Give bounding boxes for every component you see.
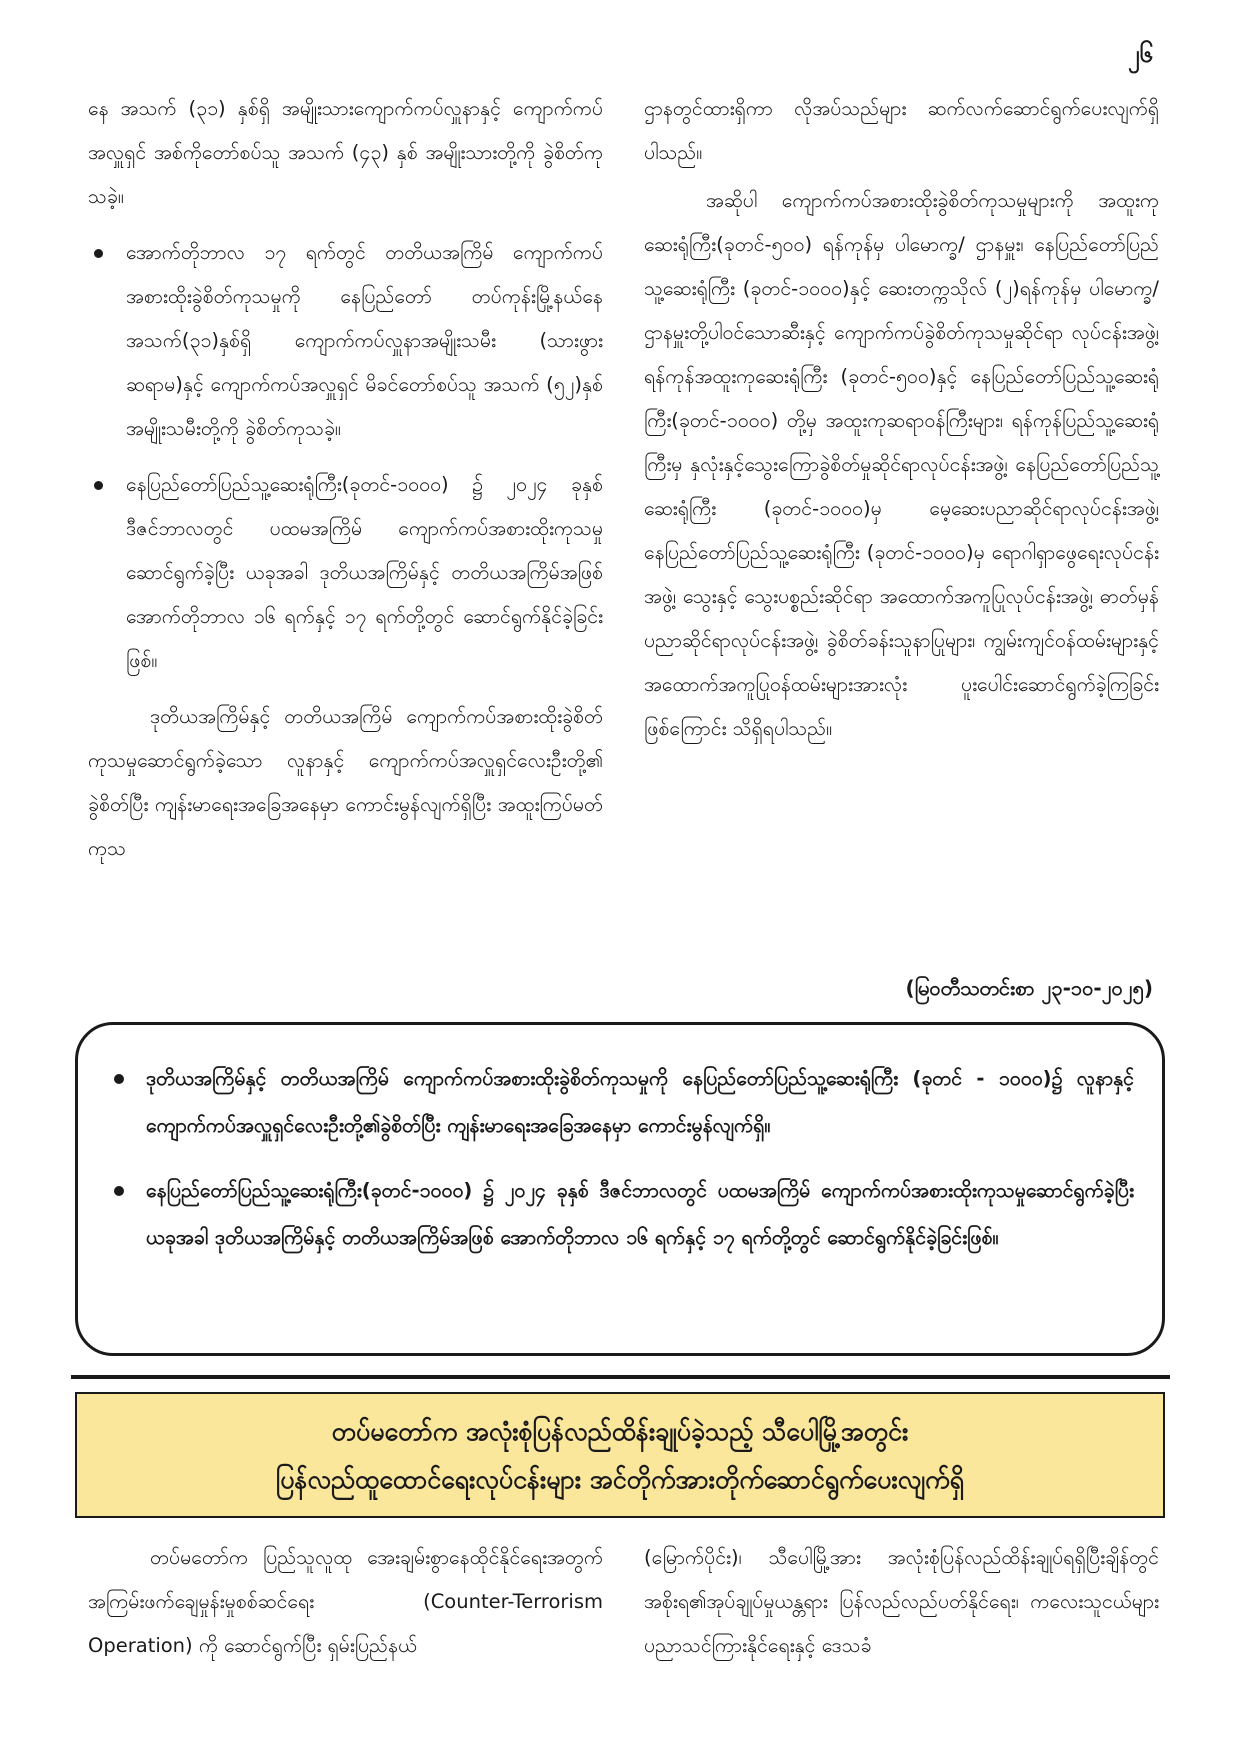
- highlights-box: [75, 1022, 1165, 1356]
- bullet-text: အောက်တိုဘာလ ၁၇ ရက်တွင် တတိယအကြိမ် ကျောက်ကပ်အစားထိုးခွဲစိတ်ကုသမှုကို နေပြည်တော် တပ်ကုန်းမြို့နယ်နေ အသက်(၃၁)နှစ်ရှိ ကျောက်ကပ်လှူနာအမျိုးသမီး (သားဖွားဆရာမ)နှင့် ကျောက်ကပ်အလှူရှင် မိခင်တော်စပ်သူ အသက် (၅၂)နှစ် အမျိုးသမီးတို့ကို ခွဲစိတ်ကုသခဲ့။: [126, 241, 603, 440]
- bullet-text: နေပြည်တော်ပြည်သူ့ဆေးရုံကြီး(ခုတင်-၁၀၀၀) ၌ ၂၀၂၄ ခုနှစ် ဒီဇင်ဘာလတွင် ပထမအကြိမ် ကျောက်ကပ်အစားထိုးကုသမှုဆောင်ရွက်ခဲ့ပြီး ယခုအခါ ဒုတိယအကြိမ်နှင့် တတိယအကြိမ်အဖြစ် အောက်တိုဘာလ ၁၆ ရက်နှင့် ၁၇ ရက်တို့တွင် ဆောင်ရွက်နိုင်ခဲ့ခြင်းဖြစ်။: [126, 473, 603, 672]
- left-column: [88, 87, 603, 871]
- bullet-icon: [94, 481, 103, 490]
- bottom-left-paragraph: တပ်မတော်က ပြည်သူလူထု အေးချမ်းစွာနေထိုင်နိုင်ရေးအတွက် အကြမ်းဖက်ချေမှုန်းမှုစစ်ဆင်ရေး (Counter-Terrorism Operation) ကို ဆောင်ရွက်ပြီး ရှမ်းပြည်နယ်: [88, 1546, 603, 1657]
- highlight-item: [106, 1055, 1134, 1149]
- left-paragraph-1: နေ အသက် (၃၁) နှစ်ရှိ အမျိုးသားကျောက်ကပ်လှူနာနှင့် ကျောက်ကပ်အလှူရှင် အစ်ကိုတော်စပ်သူ အသက် (၄၃) နှစ် အမျိုးသားတို့ကို ခွဲစိတ်ကုသခဲ့။: [88, 97, 603, 208]
- list-item: [88, 231, 603, 451]
- article-headline: [75, 1392, 1165, 1518]
- bottom-right-column: [644, 1536, 1159, 1668]
- headline-line-2: ပြန်လည်ထူထောင်ရေးလုပ်ငန်းများ အင်တိုက်အားတိုက်ဆောင်ရွက်ပေးလျက်ရှိ: [276, 1465, 964, 1494]
- bottom-left-column: [88, 1536, 603, 1668]
- source-citation: (မြဝတီသတင်းစာ ၂၃-၁၀-၂၀၂၅): [905, 976, 1153, 1000]
- right-column: [644, 87, 1159, 751]
- headline-line-1: တပ်မတော်က အလုံးစုံပြန်လည်ထိန်းချုပ်ခဲ့သည့် သီပေါမြို့အတွင်း: [331, 1417, 909, 1446]
- highlight-text: နေပြည်တော်ပြည်သူ့ဆေးရုံကြီး(ခုတင်-၁၀၀၀) ၌ ၂၀၂၄ ခုနှစ် ဒီဇင်ဘာလတွင် ပထမအကြိမ် ကျောက်ကပ်အစားထိုးကုသမှုဆောင်ရွက်ခဲ့ပြီး ယခုအခါ ဒုတိယအကြိမ်နှင့် တတိယအကြိမ်အဖြစ် အောက်တိုဘာလ ၁၆ ရက်နှင့် ၁၇ ရက်တို့တွင် ဆောင်ရွက်နိုင်ခဲ့ခြင်းဖြစ်။: [146, 1179, 1134, 1249]
- right-paragraph-1: ဌာနတွင်ထားရှိကာ လိုအပ်သည်များ ဆက်လက်ဆောင်ရွက်ပေးလျက်ရှိပါသည်။: [644, 97, 1159, 164]
- bullet-icon: [94, 249, 103, 258]
- highlight-text: ဒုတိယအကြိမ်နှင့် တတိယအကြိမ် ကျောက်ကပ်အစားထိုးခွဲစိတ်ကုသမှုကို နေပြည်တော်ပြည်သူ့ဆေးရုံကြီး (ခုတင် - ၁၀၀၀)၌ လူနာနှင့် ကျောက်ကပ်အလှူရှင်လေးဦးတို့၏ခွဲစိတ်ပြီး ကျန်းမာရေးအခြေအနေမှာ ကောင်းမွန်လျက်ရှိ။: [146, 1067, 1134, 1137]
- bullet-icon: [114, 1186, 124, 1196]
- highlight-item: [106, 1167, 1134, 1261]
- page-number: ၂၆: [1127, 40, 1153, 68]
- section-divider: [71, 1375, 1170, 1379]
- left-bullet-list: [88, 231, 603, 683]
- right-paragraph-2: အဆိုပါ ကျောက်ကပ်အစားထိုးခွဲစိတ်ကုသမှုများကို အထူးကုဆေးရုံကြီး(ခုတင်-၅၀၀) ရန်ကုန်မှ ပါမောက္ခ/ ဌာနမှူး၊ နေပြည်တော်ပြည်သူ့ဆေးရုံကြီး (ခုတင်-၁၀၀၀)နှင့် ဆေးတက္ကသိုလ် (၂)ရန်ကုန်မှ ပါမောက္ခ/ဌာနမှူးတို့ပါဝင်သောဆီးနှင့် ကျောက်ကပ်ခွဲစိတ်ကုသမှုဆိုင်ရာ လုပ်ငန်းအဖွဲ့၊ ရန်ကုန်အထူးကုဆေးရုံကြီး (ခုတင်-၅၀၀)နှင့် နေပြည်တော်ပြည်သူ့ဆေးရုံကြီး(ခုတင်-၁၀၀၀) တို့မှ အထူးကုဆရာဝန်ကြီးများ၊ ရန်ကုန်ပြည်သူ့ဆေးရုံကြီးမှ နှလုံးနှင့်သွေးကြောခွဲစိတ်မှုဆိုင်ရာလုပ်ငန်းအဖွဲ့၊ နေပြည်တော်ပြည်သူ့ဆေးရုံကြီး (ခုတင်-၁၀၀၀)မှ မေ့ဆေးပညာဆိုင်ရာလုပ်ငန်းအဖွဲ့၊ နေပြည်တော်ပြည်သူ့ဆေးရုံကြီး (ခုတင်-၁၀၀၀)မှ ရောဂါရှာဖွေရေးလုပ်ငန်းအဖွဲ့၊ သွေးနှင့် သွေးပစ္စည်းဆိုင်ရာ အထောက်အကူပြုလုပ်ငန်းအဖွဲ့၊ ဓာတ်မှန်ပညာဆိုင်ရာလုပ်ငန်းအဖွဲ့၊ ခွဲစိတ်ခန်းသူနာပြုများ၊ ကျွမ်းကျင်ဝန်ထမ်းများနှင့် အထောက်အကူပြုဝန်ထမ်းများအားလုံး ပူးပေါင်းဆောင်ရွက်ခဲ့ကြခြင်းဖြစ်ကြောင်း သိရှိရပါသည်။: [644, 189, 1159, 740]
- bullet-icon: [114, 1074, 124, 1084]
- list-item: [88, 463, 603, 683]
- left-paragraph-2: ဒုတိယအကြိမ်နှင့် တတိယအကြိမ် ကျောက်ကပ်အစားထိုးခွဲစိတ်ကုသမှုဆောင်ရွက်ခဲ့သော လူနာနှင့် ကျောက်ကပ်အလှူရှင်လေးဦးတို့၏ ခွဲစိတ်ပြီး ကျန်းမာရေးအခြေအနေမှာ ကောင်းမွန်လျက်ရှိပြီး အထူးကြပ်မတ်ကုသ: [88, 705, 603, 860]
- highlights-list: [106, 1055, 1134, 1261]
- bottom-right-paragraph: (မြောက်ပိုင်း)၊ သီပေါမြို့အား အလုံးစုံပြန်လည်ထိန်းချုပ်ရရှိပြီးချိန်တွင် အစိုးရ၏အုပ်ချုပ်မှုယန္တရား ပြန်လည်လည်ပတ်နိုင်ရေး၊ ကလေးသူငယ်များပညာသင်ကြားနိုင်ရေးနှင့် ဒေသခံ: [644, 1546, 1159, 1657]
